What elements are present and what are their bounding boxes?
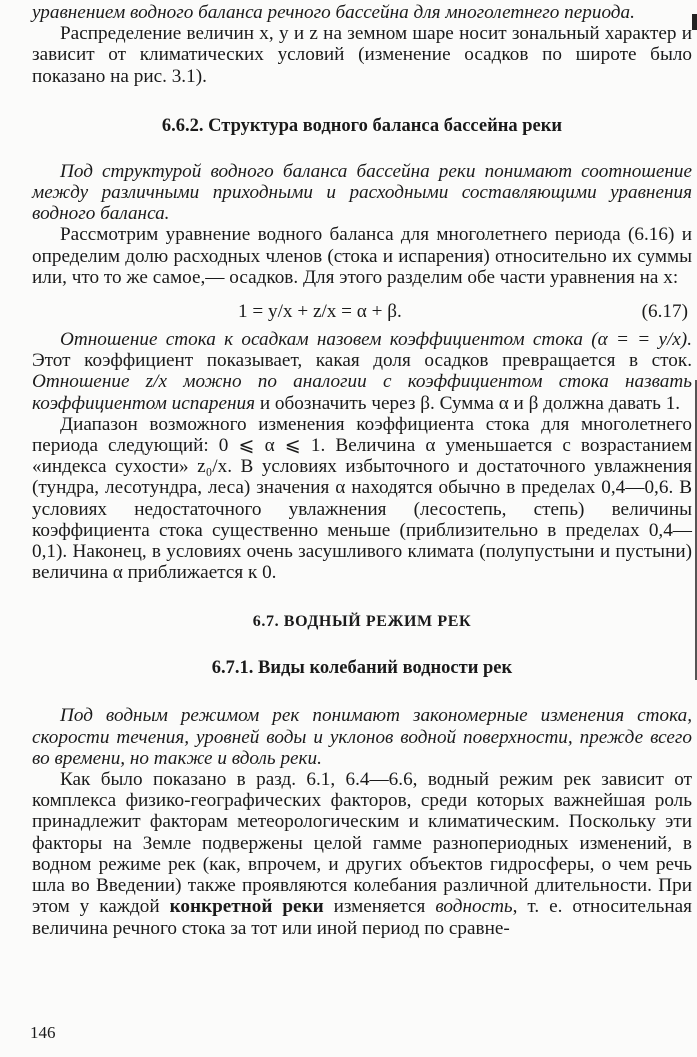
paragraph-water-regime-factors	[32, 769, 692, 939]
paragraph-coefficient-range: Диапазон возможного изменения коэффициента стока для многолетнего периода следующий: 0 ⩽ α ⩽ 1. Величина α уменьшается с возрастанием «индекса сухости» z₀/x. В условиях избыточного и достаточного увлажнения (тундра, лесотундра, леса) значения α находятся обычно в пределах 0,4—0,6. В условиях недостаточного увлажнения (лесостепь, степь) величины коэффициента стока существенно меньше (приблизительно в пределах 0,4—0,1). Наконец, в условиях очень засушливого климата (полупустыни и пустыни) величина α приближается к 0.	[32, 413, 692, 584]
heading-6-7-1: 6.7.1. Виды колебаний водности рек	[211, 658, 513, 679]
paragraph-consider-equation: Рассмотрим уравнение водного баланса для многолетнего периода (6.16) и определим долю расходных членов (стока и испарения) относительно их суммы или, что то же самое,— осадков. Для этого разделим обе части уравнения на x:	[32, 224, 692, 288]
coefficients-sum: и обозначить через β. Сумма α и β должна давать 1.	[255, 392, 681, 414]
paragraph-balance-equation-end: уравнением водного баланса речного бассейна для многолетнего периода.	[32, 2, 635, 23]
paragraph-structure-definition: Под структурой водного баланса бассейна реки понимают соотношение между различными приходными и расходными составляющими уравнения водного баланса.	[32, 160, 692, 225]
formula-6-17	[32, 295, 692, 329]
runoff-coefficient-definition: Отношение стока к осадкам назовем коэффициентом стока (α = = y/x).	[60, 329, 692, 351]
water-content-term: водность	[435, 896, 513, 918]
runoff-coefficient-meaning: Этот коэффициент показывает, какая доля осадков превращается в сток.	[32, 350, 692, 372]
formula-expression: 1 = y/x + z/x = α + β.	[238, 301, 402, 323]
heading-6-6-2: 6.6.2. Структура водного баланса бассейна реки	[161, 115, 563, 136]
paragraph-water-regime-definition: Под водным режимом рек понимают закономерные изменения стока, скорости течения, уровней воды и уклонов водной поверхности, прежде всего во времени, но также и вдоль реки.	[32, 705, 692, 769]
page-number: 146	[30, 1023, 56, 1042]
relative-runoff-text: , т. е. относительная величина речного стока за тот или иной период по сравне-	[32, 896, 693, 939]
paragraph-zonal-distribution: Распределение величин x, y и z на земном шаре носит зональный характер и зависит от климатических условий (изменение осадков по широте было показано на рис. 3.1).	[32, 23, 692, 87]
factors-text: Как было показано в разд. 6.1, 6.4—6.6, водный режим рек зависит от комплекса физико-географических факторов, среди которых важнейшая роль принадлежит факторам метеорологическим и климатическим. Поскольку эти факторы на Земле подвержены целой гамме разнопериодных изменений, в водном режиме рек (как, впрочем, и других объектов гидросферы, о чем речь шла во Введении) также проявляются колебания различной длительности. При этом у каждой	[32, 769, 692, 918]
changes-text: изменяется	[323, 896, 436, 918]
paragraph-runoff-coefficient	[32, 329, 692, 414]
scan-edge-mark	[692, 14, 697, 30]
specific-river-term: конкретной реки	[169, 896, 324, 918]
evaporation-coefficient-definition: Отношение z/x можно по аналогии с коэффициентом стока назвать коэффициентом испарения	[32, 371, 692, 414]
heading-6-7: 6.7. ВОДНЫЙ РЕЖИМ РЕК	[252, 613, 472, 631]
page-content	[32, 2, 692, 939]
formula-number: (6.17)	[641, 301, 688, 323]
